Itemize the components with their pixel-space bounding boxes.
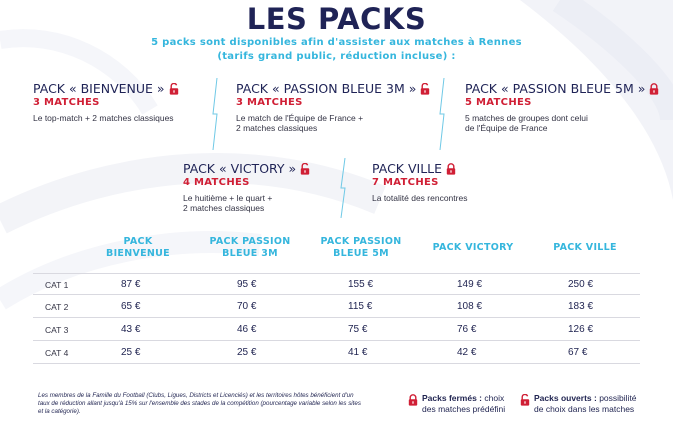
table-header-passion-3m: [203, 236, 297, 260]
table-row: [33, 342, 640, 364]
footnote: [38, 392, 390, 416]
pack-description: [236, 113, 430, 133]
pack-count: 3 MATCHES: [33, 97, 100, 108]
pack-name: PACK « PASSION BLEUE 5M »: [465, 81, 646, 96]
legend-bold: Packs fermés :: [422, 393, 483, 403]
header-line: BIENVENUE: [106, 248, 170, 259]
legend-open-packs: [520, 393, 637, 415]
price-cell: 25 €: [121, 347, 141, 358]
pack-description: [183, 193, 310, 213]
pack-name: PACK « BIENVENUE »: [33, 81, 165, 96]
pack-count: 5 MATCHES: [465, 97, 532, 108]
price-cell: 87 €: [121, 279, 141, 290]
price-cell: 155 €: [348, 279, 374, 290]
price-cell: 46 €: [237, 324, 257, 335]
price-cell: 250 €: [568, 279, 594, 290]
pack-description: [372, 193, 467, 203]
header-line: BLEUE 5M: [333, 248, 389, 259]
open-lock-icon: [169, 83, 179, 95]
divider: [436, 78, 448, 150]
price-cell: 25 €: [237, 347, 257, 358]
pack-bienvenue: [33, 81, 179, 123]
header-line: PACK PASSION: [209, 236, 291, 247]
header-line: PACK PASSION: [320, 236, 402, 247]
footnote-line: taux de réduction allant jusqu'à 15% sur l'ensemble des stades de la compétition (pourcentage variable selon les sites: [38, 400, 361, 407]
table-row: [33, 296, 640, 318]
pack-desc-line: 2 matches classiques: [236, 123, 318, 133]
legend-text: [534, 393, 637, 415]
header-line: BLEUE 3M: [222, 248, 278, 259]
pack-count: 3 MATCHES: [236, 97, 303, 108]
pack-description: [33, 113, 179, 123]
pack-count: 7 MATCHES: [372, 177, 439, 188]
table-header-victory: [428, 242, 518, 254]
category-label: CAT 3: [45, 325, 69, 335]
pack-desc-line: 2 matches classiques: [183, 203, 265, 213]
legend-closed-packs: [408, 393, 505, 415]
price-cell: 108 €: [457, 301, 483, 312]
price-cell: 76 €: [457, 324, 477, 335]
closed-lock-icon: [649, 83, 659, 95]
category-label: CAT 4: [45, 348, 69, 358]
price-cell: 115 €: [348, 301, 373, 312]
legend-bold: Packs ouverts :: [534, 393, 597, 403]
table-header-bienvenue: [98, 236, 178, 260]
price-cell: 41 €: [348, 347, 368, 358]
table-row: [33, 319, 640, 341]
pack-desc-line: de l'Équipe de France: [465, 123, 548, 133]
pack-desc-line: Le huitième + le quart +: [183, 193, 273, 203]
price-cell: 65 €: [121, 301, 141, 312]
table-row: [33, 273, 640, 295]
footnote-line: Les membres de la Famille du Football (Clubs, Ligues, Districts et Licenciés) et les territoires hôtes bénéficient d'un: [38, 392, 354, 399]
open-lock-icon: [300, 163, 310, 175]
legend-line: choix: [482, 393, 505, 403]
legend-line: des matches prédéfini: [422, 404, 506, 414]
legend-line: de choix dans les matches: [534, 404, 635, 414]
pack-description: [465, 113, 659, 133]
price-cell: 67 €: [568, 347, 588, 358]
price-cell: 43 €: [121, 324, 141, 335]
legend-text: [422, 393, 505, 415]
closed-lock-icon: [446, 163, 456, 175]
divider: [209, 78, 221, 150]
pack-name: PACK « VICTORY »: [183, 161, 297, 176]
page-title: LES PACKS: [246, 2, 427, 36]
table-header-passion-5m: [314, 236, 408, 260]
pack-ville: [372, 161, 467, 203]
pack-victory: [183, 161, 310, 213]
price-cell: 126 €: [568, 324, 594, 335]
divider: [337, 158, 349, 218]
header-line: PACK VILLE: [553, 242, 617, 253]
legend-line: possibilité: [596, 393, 637, 403]
pack-name: PACK « PASSION BLEUE 3M »: [236, 81, 417, 96]
table-header-ville: [540, 242, 630, 254]
open-lock-icon: [520, 394, 530, 406]
price-cell: 149 €: [457, 279, 483, 290]
pack-count: 4 MATCHES: [183, 177, 250, 188]
price-cell: 42 €: [457, 347, 477, 358]
header-line: PACK: [123, 236, 153, 247]
category-label: CAT 2: [45, 302, 69, 312]
open-lock-icon: [420, 83, 430, 95]
category-label: CAT 1: [45, 280, 69, 290]
closed-lock-icon: [408, 394, 418, 406]
pack-desc-line: Le match de l'Équipe de France +: [236, 113, 364, 123]
subtitle-line-2: (tarifs grand public, réduction incluse) :: [217, 51, 456, 62]
price-cell: 95 €: [237, 279, 257, 290]
price-cell: 183 €: [568, 301, 594, 312]
pack-name: PACK VILLE: [372, 161, 443, 176]
pack-passion-bleue-3m: [236, 81, 430, 133]
price-cell: 70 €: [237, 301, 257, 312]
pack-desc-line: La totalité des rencontres: [372, 193, 468, 203]
header-line: PACK VICTORY: [432, 242, 514, 253]
pack-desc-line: Le top-match + 2 matches classiques: [33, 113, 174, 123]
pack-passion-bleue-5m: [465, 81, 659, 133]
price-cell: 75 €: [348, 324, 368, 335]
subtitle-line-1: 5 packs sont disponibles afin d'assister aux matches à Rennes: [151, 37, 522, 48]
pack-desc-line: 5 matches de groupes dont celui: [465, 113, 588, 123]
footnote-line: et la catégorie).: [38, 408, 81, 415]
